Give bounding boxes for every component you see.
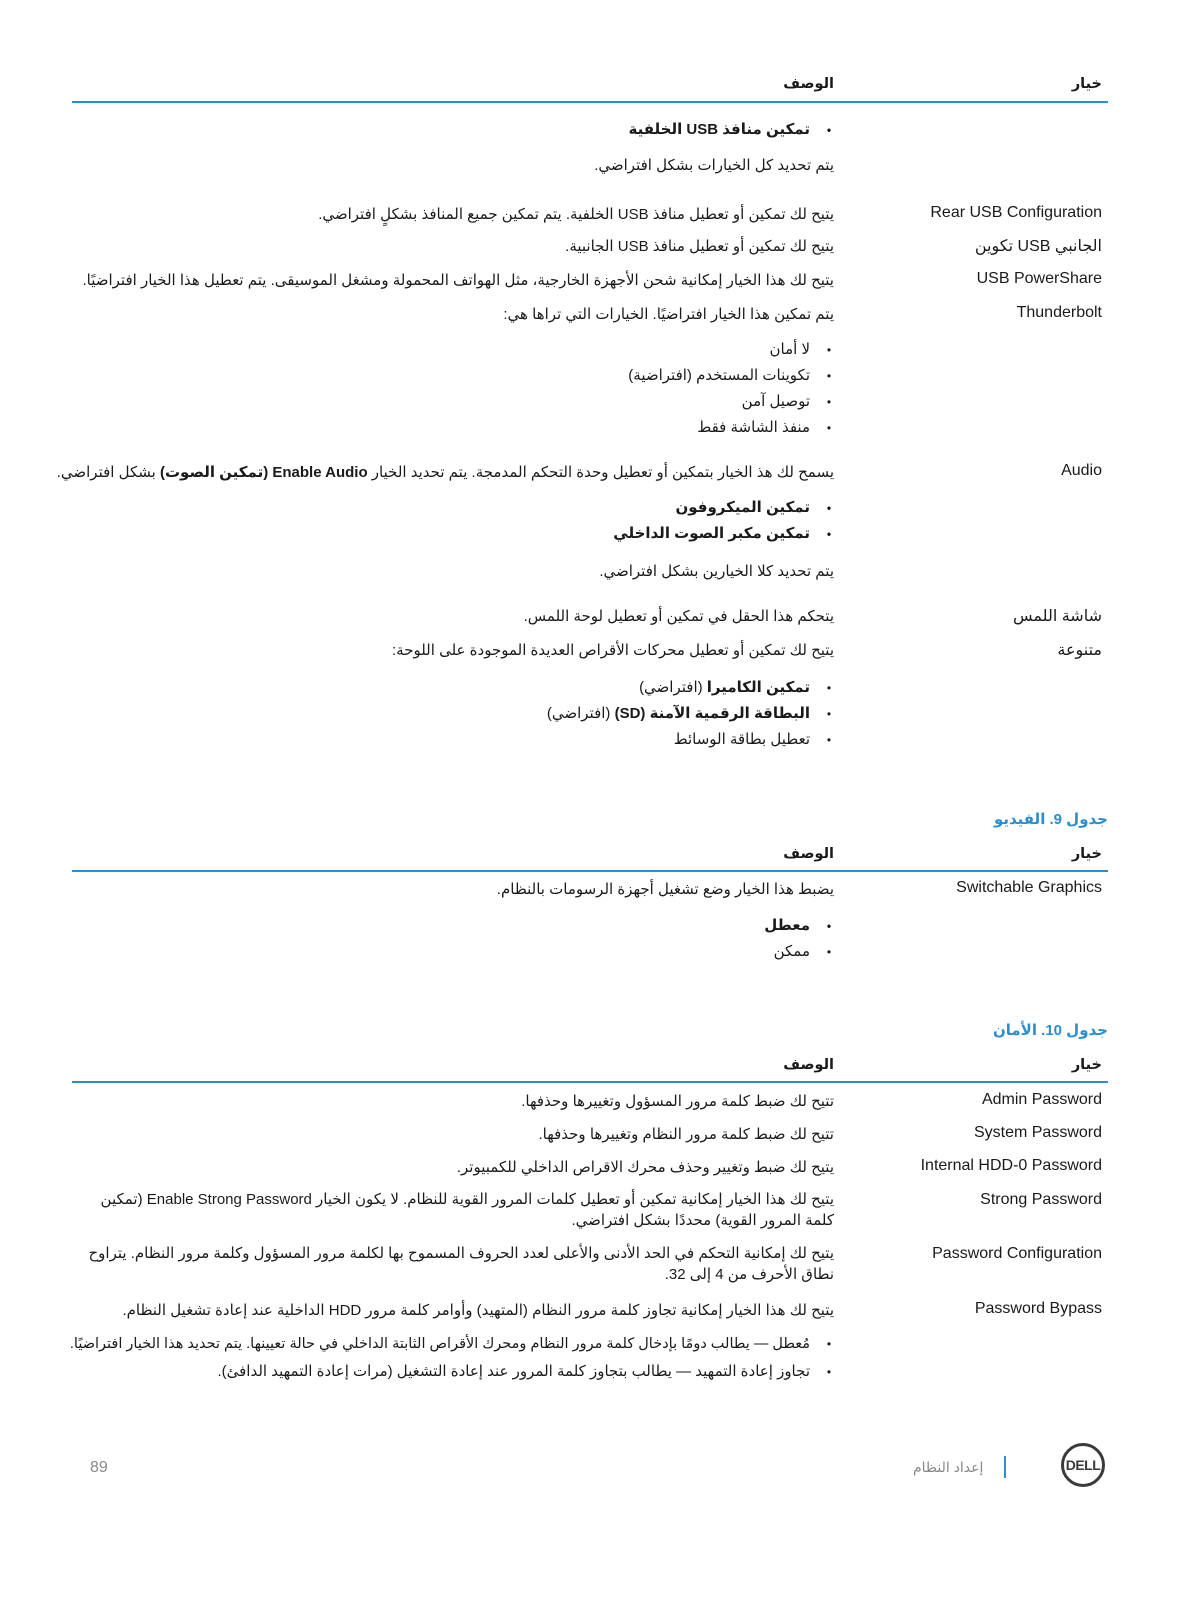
list-item: •توصيل آمن [742, 392, 834, 410]
list-item: •مُعطل — يطالب دومًا بإدخال كلمة مرور النظام ومحرك الأقراص الثابتة الداخلي في حالة تعيينها. يتم تحديد هذا الخيار افتراضيًا. [70, 1336, 834, 1352]
option-label-password-bypass: Password Bypass [974, 1300, 1102, 1317]
option-label-strong-password: Strong Password [980, 1191, 1102, 1208]
option-label-usb-powershare: USB PowerShare [976, 270, 1102, 287]
bullet-icon: • [826, 527, 832, 541]
option-label-rear-usb: Rear USB Configuration [930, 204, 1102, 221]
footer-divider [1004, 1456, 1006, 1478]
bullet-icon: • [826, 501, 832, 515]
table-header-rule [72, 1081, 1108, 1083]
list-item: •تكوينات المستخدم (افتراضية) [628, 366, 834, 384]
option-desc-touchscreen: يتحكم هذا الحقل في تمكين أو تعطيل لوحة اللمس. [523, 608, 834, 625]
table-header-rule [72, 101, 1108, 103]
column-header-description: الوصف [783, 846, 834, 862]
footer-section-title: إعداد النظام [913, 1459, 984, 1475]
option-label-thunderbolt: Thunderbolt [1016, 304, 1102, 321]
option-desc-strong-password: يتيح لك هذا الخيار إمكانية تمكين أو تعطيل كلمات المرور القوية للنظام. لا يكون الخيار Enable Strong Password (تمكين كلمة المرور القوية) محددًا بشكل افتراضي. [100, 1191, 834, 1229]
bullet-icon: • [826, 395, 832, 409]
option-label-system-password: System Password [973, 1124, 1102, 1141]
table-caption: جدول 10. الأمان [992, 1022, 1108, 1039]
option-label-hdd-password: Internal HDD-0 Password [920, 1157, 1102, 1174]
option-desc-system-password: تتيح لك ضبط كلمة مرور النظام وتغييرها وحذفها. [538, 1126, 834, 1143]
bullet-icon: • [826, 421, 832, 435]
table-caption: جدول 9. الفيديو [993, 811, 1108, 828]
option-desc-hdd-password: يتيح لك ضبط وتغيير وحذف محرك الاقراص الداخلي للكمبيوتر. [456, 1159, 834, 1176]
column-header-description: الوصف [783, 76, 834, 92]
list-item: •ممكن [774, 942, 834, 960]
option-desc-misc: يتيح لك تمكين أو تعطيل محركات الأقراص العديدة الموجودة على اللوحة: [391, 642, 834, 659]
list-item: •تمكين منافذ USB الخلفية [629, 120, 834, 138]
option-label-audio: Audio [1061, 462, 1102, 479]
option-label-password-configuration: Password Configuration [932, 1245, 1102, 1262]
dell-logo-icon: DELL [1061, 1443, 1105, 1487]
column-header-option: خيار [1071, 76, 1102, 92]
option-label-admin-password: Admin Password [981, 1091, 1102, 1108]
page-number: 89 [90, 1459, 108, 1476]
column-header-description: الوصف [783, 1057, 834, 1073]
bullet-icon: • [826, 733, 832, 747]
bullet-icon: • [826, 707, 832, 721]
bullet-icon: • [826, 1337, 832, 1351]
table-header-rule [72, 870, 1108, 872]
option-desc-switchable-graphics: يضبط هذا الخيار وضع تشغيل أجهزة الرسومات بالنظام. [496, 881, 834, 898]
list-item: •تعطيل بطاقة الوسائط [674, 730, 834, 748]
list-item: •تمكين الكاميرا (افتراضي) [639, 678, 834, 696]
bullet-icon: • [826, 1365, 832, 1379]
option-desc-password-configuration: يتيح لك إمكانية التحكم في الحد الأدنى والأعلى لعدد الحروف المسموح بها لكلمة مرور المسؤول وكلمة مرور النظام. يتراوح نطاق الأحرف من 4 إلى 32. [88, 1245, 834, 1283]
option-desc-admin-password: تتيح لك ضبط كلمة مرور المسؤول وتغييرها وحذفها. [521, 1093, 834, 1110]
column-header-option: خيار [1071, 1057, 1102, 1073]
option-desc-thunderbolt: يتم تمكين هذا الخيار افتراضيًا. الخيارات التي تراها هي: [503, 306, 834, 323]
note-text: يتم تحديد كل الخيارات بشكل افتراضي. [594, 157, 834, 174]
bullet-icon: • [826, 369, 832, 383]
note-text: يتم تحديد كلا الخيارين بشكل افتراضي. [599, 563, 834, 580]
bullet-icon: • [826, 945, 832, 959]
list-item: •لا أمان [769, 340, 834, 358]
list-item: •تمكين الميكروفون [675, 498, 834, 516]
option-label-touchscreen: شاشة اللمس [1013, 608, 1102, 625]
option-desc-rear-usb: يتيح لك تمكين أو تعطيل منافذ USB الخلفية. يتم تمكين جميع المنافذ بشكلٍ افتراضي. [318, 206, 834, 223]
list-item: •معطل [764, 916, 834, 934]
list-item: •تمكين مكبر الصوت الداخلي [613, 524, 834, 542]
option-desc-audio: يسمح لك هذ الخيار بتمكين أو تعطيل وحدة التحكم المدمجة. يتم تحديد الخيار Enable Audio (تمكين الصوت) بشكل افتراضي. [56, 464, 834, 481]
option-label-side-usb: تكوين USB الجانبي [974, 238, 1102, 255]
bullet-icon: • [826, 343, 832, 357]
bullet-icon: • [826, 123, 832, 137]
option-desc-usb-powershare: يتيح لك هذا الخيار إمكانية شحن الأجهزة الخارجية، مثل الهواتف المحمولة ومشغل الموسيقى. يتم تعطيل هذا الخيار افتراضيًا. [82, 272, 834, 289]
option-label-switchable-graphics: Switchable Graphics [956, 879, 1102, 896]
bullet-icon: • [826, 681, 832, 695]
option-desc-password-bypass: يتيح لك هذا الخيار إمكانية تجاوز كلمة مرور النظام (المتهيد) وأوامر كلمة مرور HDD الداخلية عند إعادة تشغيل النظام. [122, 1302, 834, 1319]
bullet-icon: • [826, 919, 832, 933]
list-item: •منفذ الشاشة فقط [697, 418, 834, 436]
list-item: •البطاقة الرقمية الآمنة (SD) (افتراضي) [547, 704, 834, 722]
option-label-misc: متنوعة [1057, 642, 1102, 659]
list-item: •تجاوز إعادة التمهيد — يطالب بتجاوز كلمة المرور عند إعادة التشغيل (مرات إعادة التمهيد الدافئ). [217, 1362, 834, 1380]
column-header-option: خيار [1071, 846, 1102, 862]
option-desc-side-usb: يتيح لك تمكين أو تعطيل منافذ USB الجانبية. [565, 238, 834, 255]
